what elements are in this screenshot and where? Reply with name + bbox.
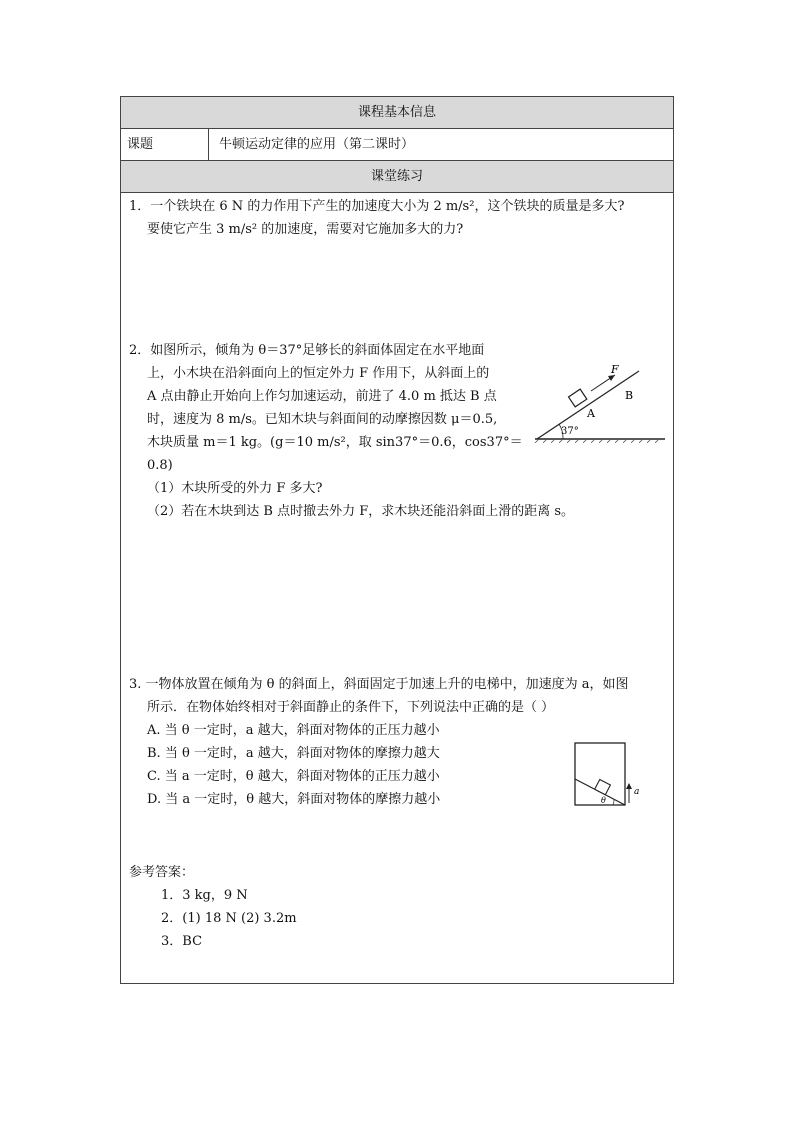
course-title-row (121, 129, 673, 161)
q3-option-c: C. 当 a 一定时，θ 越大，斜面对物体的正压力越小 (147, 769, 440, 784)
question-3 (129, 673, 629, 811)
incline-line (537, 371, 639, 439)
q2-sub-2: （2）若在木块到达 B 点时撤去外力 F，求木块还能沿斜面上滑的距离 s。 (147, 504, 575, 519)
label-a: A (587, 407, 595, 420)
q2-line-6: 0.8) (147, 458, 173, 473)
elevator-figure-svg (573, 741, 645, 809)
lesson-sheet (120, 96, 674, 984)
q2-line-1: 2．如图所示，倾角为 θ＝37°足够长的斜面体固定在水平地面 (129, 343, 485, 358)
q2-line-2: 上，小木块在沿斜面向上的恒定外力 F 作用下，从斜面上的 (147, 366, 490, 381)
q3-line-2: 所示．在物体始终相对于斜面静止的条件下，下列说法中正确的是（ ） (147, 700, 555, 715)
q2-line-5: 木块质量 m＝1 kg。(g＝10 m/s²，取 sin37°＝0.6，cos37°＝ (147, 435, 523, 450)
incline-figure-1-svg (533, 363, 668, 443)
exercise-header (121, 161, 673, 193)
label-f: F (611, 363, 619, 376)
q1-line-2: 要使它产生 3 m/s² 的加速度，需要对它施加多大的力? (147, 222, 464, 237)
q2-line-4: 时，速度为 8 m/s。已知木块与斜面间的动摩擦因数 μ＝0.5, (147, 412, 498, 427)
answers-title: 参考答案： (129, 865, 195, 880)
exercise-title: 课堂练习 (370, 169, 423, 184)
question-2 (129, 339, 574, 523)
q3-line-1: 3. 一物体放置在倾角为 θ 的斜面上，斜面固定于加速上升的电梯中，加速度为 a，如图 (129, 677, 629, 692)
elevator-figure (573, 741, 645, 809)
answer-1: 1．3 kg，9 N (161, 888, 248, 903)
answers (129, 861, 297, 953)
course-label: 课题 (121, 129, 209, 160)
question-1 (129, 195, 624, 241)
basic-info-title: 课程基本信息 (357, 105, 436, 120)
label-acc: a (634, 787, 640, 797)
course-value: 牛顿运动定律的应用（第二课时） (219, 137, 415, 152)
q3-option-b: B. 当 θ 一定时，a 越大，斜面对物体的摩擦力越大 (147, 746, 440, 761)
incline-figure-1 (533, 363, 668, 443)
answer-2: 2．(1) 18 N (2) 3.2m (161, 911, 297, 926)
label-theta: θ (601, 796, 606, 805)
q1-line-1: 1．一个铁块在 6 N 的力作用下产生的加速度大小为 2 m/s²，这个铁块的质量是多大? (129, 199, 625, 214)
answer-3: 3．BC (161, 934, 203, 949)
q2-sub-1: （1）木块所受的外力 F 多大? (147, 481, 323, 496)
q2-line-3: A 点由静止开始向上作匀加速运动，前进了 4.0 m 抵达 B 点 (147, 389, 497, 404)
q3-option-a: A. 当 θ 一定时，a 越大，斜面对物体的正压力越小 (147, 723, 440, 738)
basic-info-header (121, 97, 673, 129)
q3-option-d: D. 当 a 一定时，θ 越大，斜面对物体的摩擦力越小 (147, 792, 441, 807)
exercise-content (121, 193, 673, 983)
label-b: B (625, 389, 634, 402)
label-angle: 37° (561, 426, 579, 437)
